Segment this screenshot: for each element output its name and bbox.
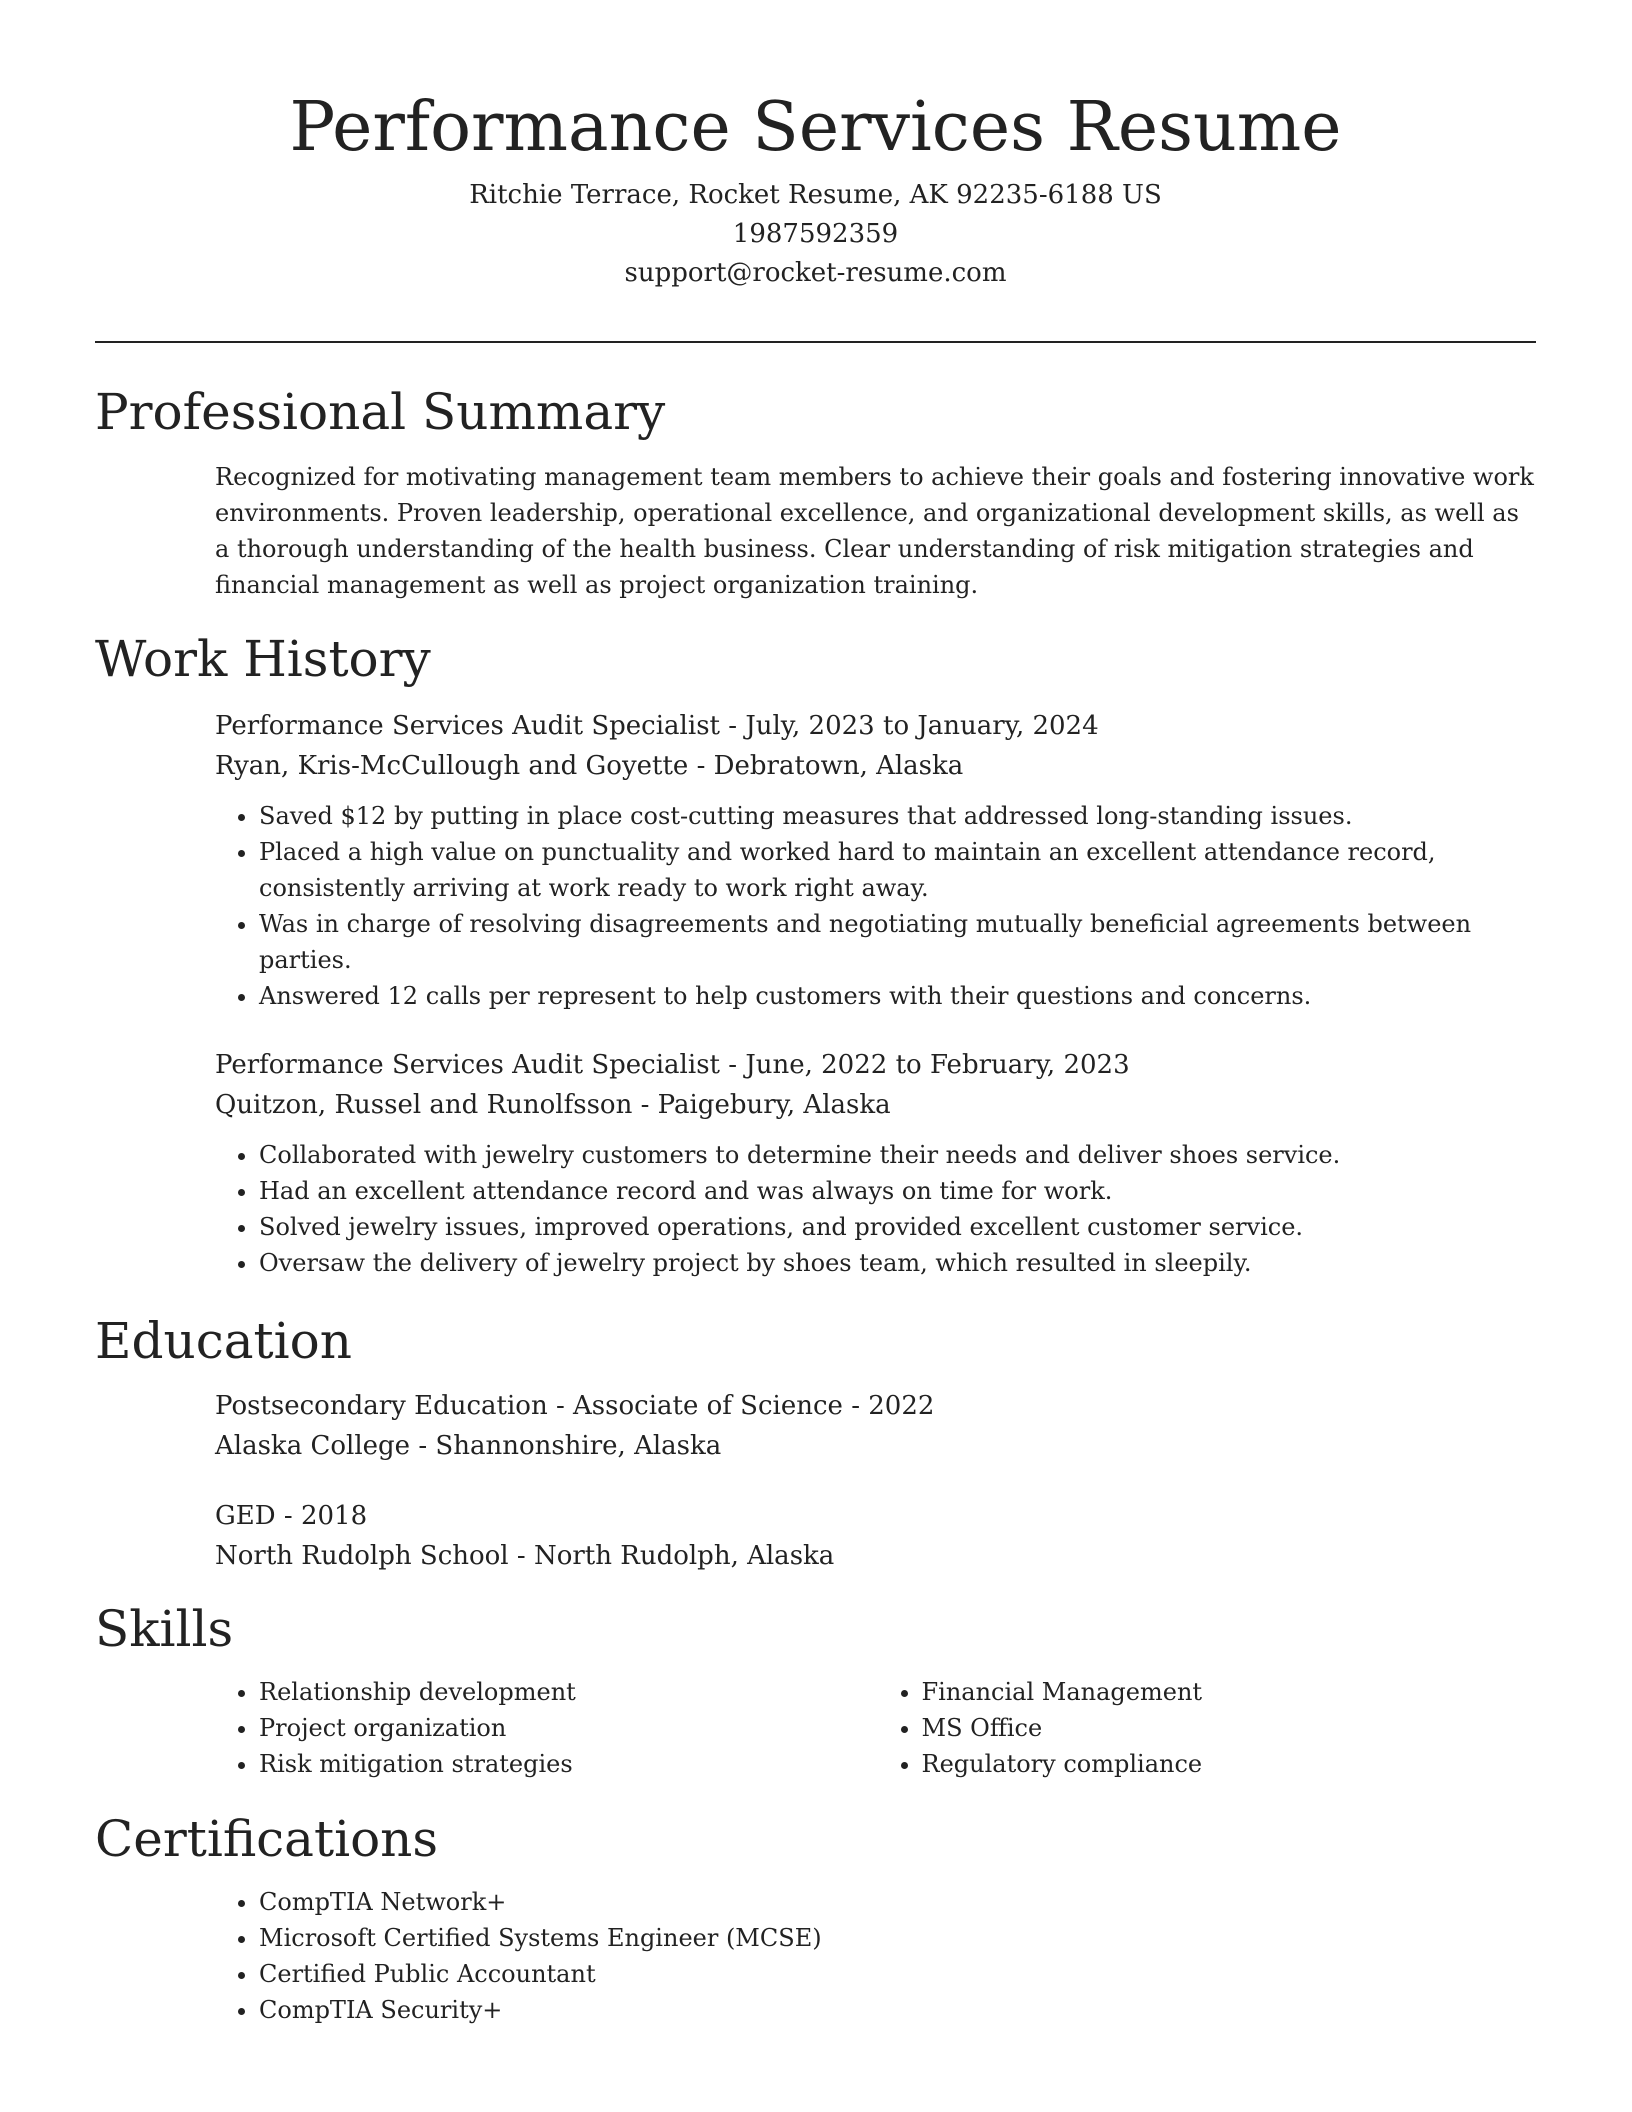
- list-item: • Answered 12 calls per represent to help customers with their questions and concerns.: [259, 978, 1540, 1014]
- summary-block: [215, 459, 1540, 603]
- list-item: • Collaborated with jewelry customers to determine their needs and deliver shoes service.: [259, 1137, 1540, 1173]
- section-heading-certifications: Certifications: [95, 1810, 439, 1868]
- list-item: • Project organization: [259, 1710, 878, 1746]
- education-degree: GED: [215, 1501, 276, 1531]
- list-item: • Was in charge of resolving disagreements and negotiating mutually beneficial agreements between parties.: [259, 906, 1540, 978]
- contact-phone: 1987592359: [732, 219, 899, 249]
- job-title: Performance Services Audit Specialist: [215, 711, 720, 741]
- job-dates: July, 2023 to January, 2024: [745, 711, 1099, 741]
- section-heading-work-history: Work History: [95, 630, 431, 688]
- list-item: • MS Office: [922, 1710, 1541, 1746]
- job-bullets: [215, 1137, 1540, 1281]
- education-school: Alaska College: [215, 1431, 411, 1461]
- list-item: • Risk mitigation strategies: [259, 1746, 878, 1782]
- job-company-line: [215, 746, 1540, 786]
- separator: -: [719, 711, 746, 741]
- education-degree: Postsecondary Education: [215, 1391, 548, 1421]
- education-degree-line: [215, 1386, 1540, 1426]
- education-school-line: [215, 1426, 1540, 1466]
- job-location: Paigebury, Alaska: [657, 1090, 891, 1120]
- education-entry: [215, 1496, 1540, 1576]
- header-divider: [95, 341, 1536, 343]
- education-year: 2018: [300, 1501, 368, 1531]
- list-item: • CompTIA Security+: [259, 1992, 1540, 2028]
- education-location: North Rudolph, Alaska: [533, 1541, 835, 1571]
- job-dates: June, 2022 to February, 2023: [745, 1050, 1130, 1080]
- job-company: Quitzon, Russel and Runolfsson: [215, 1090, 633, 1120]
- skills-columns: [215, 1674, 1540, 1782]
- resume-header: [95, 80, 1536, 293]
- contact-address: Ritchie Terrace, Rocket Resume, AK 92235-6188 US: [469, 180, 1162, 210]
- summary-text: Recognized for motivating management team members to achieve their goals and fostering innovative work environments. Proven leadership, operational excellence, and organizational development skills, as well as a thorough understanding of the health business. Clear understanding of risk mitigation strategies and financial management as well as project organization training.: [215, 463, 1534, 599]
- education-school-line: [215, 1536, 1540, 1576]
- separator: -: [410, 1431, 436, 1461]
- separator: -: [719, 1050, 746, 1080]
- section-heading-summary: Professional Summary: [95, 383, 666, 441]
- education-location: Shannonshire, Alaska: [435, 1431, 722, 1461]
- separator: -: [842, 1391, 869, 1421]
- list-item: • Financial Management: [922, 1674, 1541, 1710]
- job-bullets: [215, 798, 1540, 1014]
- section-heading-skills: Skills: [95, 1600, 234, 1658]
- resume-title: Performance Services Resume: [289, 88, 1342, 167]
- separator: -: [547, 1391, 574, 1421]
- certifications-block: [215, 1884, 1540, 2028]
- certifications-list: [215, 1884, 1540, 2028]
- list-item: • Relationship development: [259, 1674, 878, 1710]
- section-heading-education: Education: [95, 1312, 352, 1370]
- separator: -: [275, 1501, 301, 1531]
- education-school: North Rudolph School: [215, 1541, 509, 1571]
- job-company-line: [215, 1085, 1540, 1125]
- skills-list-right: [878, 1674, 1541, 1782]
- education-field: Associate of Science: [573, 1391, 843, 1421]
- list-item: • Certified Public Accountant: [259, 1956, 1540, 1992]
- list-item: • CompTIA Network+: [259, 1884, 1540, 1920]
- list-item: • Placed a high value on punctuality and worked hard to maintain an excellent attendance record, consistently arriving at work ready to work right away.: [259, 834, 1540, 906]
- job-title-line: [215, 1045, 1540, 1085]
- job-entry: [215, 706, 1540, 1014]
- job-company: Ryan, Kris-McCullough and Goyette: [215, 751, 689, 781]
- list-item: • Microsoft Certified Systems Engineer (MCSE): [259, 1920, 1540, 1956]
- job-title: Performance Services Audit Specialist: [215, 1050, 720, 1080]
- skills-block: [215, 1674, 1540, 1782]
- job-entry: [215, 1045, 1540, 1281]
- education-entry: [215, 1386, 1540, 1466]
- separator: -: [688, 751, 714, 781]
- list-item: • Oversaw the delivery of jewelry project by shoes team, which resulted in sleepily.: [259, 1245, 1540, 1281]
- list-item: • Had an excellent attendance record and was always on time for work.: [259, 1173, 1540, 1209]
- skills-list-left: [215, 1674, 878, 1782]
- education-degree-line: [215, 1496, 1540, 1536]
- list-item: • Solved jewelry issues, improved operations, and provided excellent customer service.: [259, 1209, 1540, 1245]
- separator: -: [632, 1090, 658, 1120]
- job-title-line: [215, 706, 1540, 746]
- contact-email: support@rocket-resume.com: [624, 258, 1007, 288]
- list-item: • Regulatory compliance: [922, 1746, 1541, 1782]
- job-location: Debratown, Alaska: [713, 751, 964, 781]
- education-year: 2022: [868, 1391, 935, 1421]
- separator: -: [508, 1541, 534, 1571]
- list-item: • Saved $12 by putting in place cost-cutting measures that addressed long-standing issues.: [259, 798, 1540, 834]
